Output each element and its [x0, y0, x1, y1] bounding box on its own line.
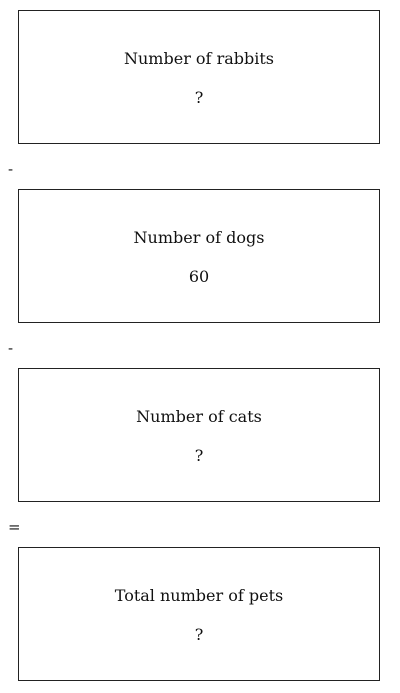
equals-operator: = [8, 518, 21, 536]
total-pets-value: ? [194, 625, 204, 644]
minus-operator-2: - [8, 339, 14, 357]
dogs-value: 60 [188, 267, 210, 286]
total-pets-box [18, 547, 380, 681]
rabbits-value: ? [194, 88, 204, 107]
rabbits-box [18, 10, 380, 144]
rabbits-label: Number of rabbits [124, 49, 274, 68]
cats-label: Number of cats [136, 407, 262, 426]
minus-operator-1: - [8, 160, 14, 178]
cats-value: ? [194, 446, 204, 465]
dogs-box [18, 189, 380, 323]
cats-box [18, 368, 380, 502]
total-pets-label: Total number of pets [114, 586, 284, 605]
dogs-label: Number of dogs [133, 228, 265, 247]
